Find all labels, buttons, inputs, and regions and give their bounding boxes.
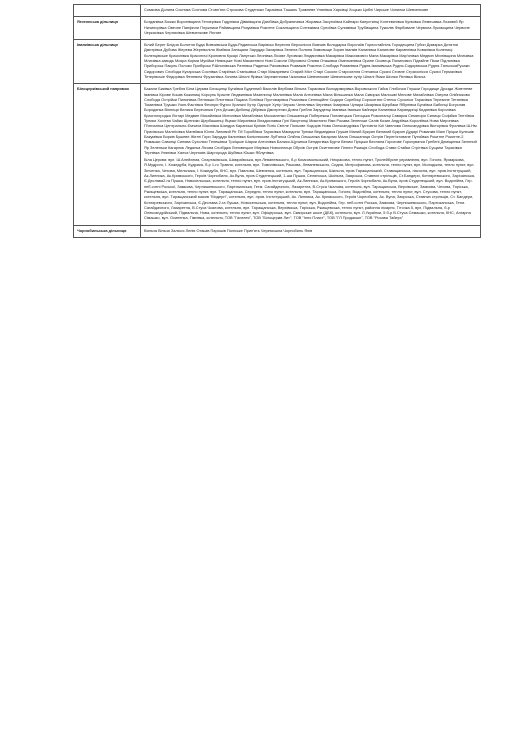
settlements-list <box>141 84 481 225</box>
table-row <box>74 5 481 17</box>
settlements-list <box>141 225 481 237</box>
settlements-text: Білий Берег Блідча Болотня Буда Вовчківська Буда-Радинська Варівськ Вересня Верхолісся Вовчків Володарка Воропаїв Горностайпіль Городещина Губин Димарка Дитятки Дмитрівка Дубова Жерева Жереволіля Жміївка Запіщани Заруддя Захарівка Зелена Поляна Зимовище Зорин Іванків Калинівка Калинове Кармелівка Ковалівка Колениці Коленцівське Красилівка Красятичі Кропивня Кукарі Лапутьки Леонівка Лісове Луговики Людвинівка Макарівка Максимович Мала Макарівка Мар'янівка Медвин Міхлівщина Млачівка Млачівка заводь Мокра Корма Мусійки Невицьке Нові Макалевичі Нові Соколи Обуховичі Олива Оташівка Омельянівка Оране Осовець Пилипович Підгайне Піски Підлипівка Приборськ Пакуль Полоки Прибірськ Р.Шпилівська Ратнівка Радинка Раховківка Розважів Рокитна Слобода Романівка Рудня-Іванківська Рудня-Сидорівська Рудня-ТальськаРусаки Сидорович Слобода Кухарська Соснівка Старіївка Станішівка Старі Макаревичі Старий Міст Старі Соколи Староселля Стечанка Сукачі Стовпе Страхолісся Сукачі Термахівка Тетерівське Федорівка Феневичі Фрузинівка Хочева Шпилі Ярівка Череменнова Чкаловка Шевченкове Шевченкове хутір Шпилі Ямки Шилки Яхнівка Вільча <box>144 42 474 79</box>
addresses-text: Біла Церква: вул. Ш.Алейхема, Спартаківська, Шамраївська, вул.Леваневського, б-р Комсомольський, Некрасова, тепло пункт, Тролейбусне управління, вул. Гоголя, Ярмаркова, Я.Мудрого, І. Кожедуба, Кудрика, б-р 1-го Травня, котельня, вул. Томилівська, Раскова, Леваневського, Сидна, Митрофанова, котельня, тепло пункт, вул. Молодіжна, тепло пункт, вул. Зінченка, Чехова, Мельника, І. Кожедуба, КНС, вул. Павлова, Шевченка, котельня, вул. Таращанська, Шкільна, пров.Таращанський, Ставищанська, насосна, вул. пров.Інституцький, Ак.Линника, Ак.Кримського, Героїв Чорнобиля, Ак.Вула, пров.Студенецький, 1-ша Пушка, Селянська, Шкільна, Заярська, Ставних стрільців, Ст.Бандери, Котляревського, Зарічанська, Є.Дєслава2-га Пушка, Новосельська, котельня, тепло пункт, вул. пров.Інституцький, Ак.Линника, Ак.Кримського, Героїв Чорнобиля, Ак.Вула, пров.Студенецький, вул. Водопійна, Гер. неб.сотні Роської, Замкова, Чернишевського, Партизанська, Гетм. Сагайдачного, Лазаретна, В.Стуса Чкалова, котельня, вул. Таращанська, Верхівське, Замкова, Чехова, Тяріська, Ржищевська, котельня, тепло пункт, вул. Таращанська, Середня, тепло пункт, котельня, вул. Таращанська, Гоголя, Водопійна, котельня, тепло пункт, вул. Стусова, тепло пункт, котельня, вул. Таращанський масив "Модерн", котельня, вул. пров. Інституцький, Ак. Линника, Ак. Кримського, Героїв Чорнобиля, Ак. Вула, Заярська, Ставних стрільців, Ст. Бандери, Котляревського, Зарічанська, Є.Деслава 2-га Пушка, Новосельська, котельня, тепло пункт, вул. Водопійна, Гер. неб.сотні Роська, Замкова, Чернишевського, Партизанська, Гетм. Сагайдачного, Лазаретна, В.Стуса Чкалова, котельня, вул. Таращанська, Верхівська, Тяріська, Ржищевська, тепло пункт, районна лікарня, Тіточка 5, вул. Підвальна, б-р Олександрійський, Підвальна, Нова, котельня, тепло пункт, вул. Офіцерська, вул. Сквирське шосе (ДБК), котельня, вул. Л.Українки, 5 б-р В.Стуса Семашко, котельня, КНС, Ангарна Сімашко, вул. Осипенка, Гімнівка, котельня, ТОВ "Галатея", ТОВ "Білоцерків Лит", ТОВ "Інно Пласт", ТОВ "ГЛ Продакшн", ТОВ "Росава Тайерс" <box>144 157 476 221</box>
table-row <box>74 84 481 225</box>
district-name: Чорнобильська дільниця <box>74 225 141 237</box>
table-row <box>74 17 481 40</box>
settlements-list <box>141 40 481 84</box>
settlements-text: Бакали Биківка Гребля Біла Церква Блощинці Бугаївка Буденний Василів Вербова Вільна Тарасівка Володимирівка Воровського Гайок Глибочка Глушки Городище Дрозди Жовтневе Іванівка Кірове Кошів Кожиниці Корсунь Красне Людвинівка Мазепинці Малинівка Мала Антонівка Мала Вільшанка Мала Сквирка Малошві Мелове Михайлівка Озерна Олійниково Слобода Острійки Пилипівка Пенязьки Плиттівка Піщана Потіївка Пустоварівка Розалівка Селекційне Сидори Скребиці Сорокотяги Степок Сухоліси Тарасівка Терезине Тетянівка Томилівка Трушки Узин-Фастівка Фесюри Фурси Храпачі Хутір Одноріг Хутір Черкас Чепелівка Чернівка Чмирівка Чупира Шкарівка Щербаки Ябlунівка Бугаївка Бабинці Богуслав Бородянка Вінниця Велика Березянка Гута Дешки Дибинці Дібрівка Дмитренки Довга Гребля Заруденці Іванівка Іваньки Кайнари Калинівка Карандинці Киданівка Королівка Красногородка Ліхтарі Медвин Мисайлівка Митилівка Михайлівка Москаленки Ольшаниця Побережка Поповецька Потоцька Розкопанці Саварка Семигори Синиця Софійка Тептіївка Туники Хохітва Чайки Щитники Щербашинці Яцюки Миронівка Владиславка Гулі Вахутинці Микитини Ями Росава Зеленьки Салів Козин Андріївка Короліївка Нова Миронівка П'ятихатка Центрально-Ємчиха Маслівка Шандра Карапиші Куліків Потік Світле Польове Ходорів Нова Олександрівка Пустовіти Киї Чмелова Олександрівка Вікторівка Фролівка Ш.Нм Присівсько Малиїхівка Матвіївка Юхни Липовий Ріг Пії Горобіївка Тарасівка Македони Туники Ведмедівка Грушів Малий Букрин Великий Букрин Дударі Романків Малі Пріцки Кулешів Бакумівка Бирків Бушеве Житні Гори Заруддя Калинівка Коліснюкове Луб'янка Олійна Ольшанка Кагарлик Мала Ольшаниця Острів Переп'ятоване Путяйвка Рокитне Рокитне-2 Ромашки Савинці Синява Сухоліси Телешівка Троїцьке Шарки Антонівка Балико-Щучинка Бендюгівка Бурти Великі Пріцьки Весняна Горохове Горохуватка Гребені Деміщенка Зелений Яр Зеленьки Кагарлик Ледянка Лісова Слобідка Липовецьке Мирівка Новоселиця Обухів Острів Оситнягове Плюти Ржищів Слобода Стави Стайки Стрітівка Сущани Тарасівка Тернівка Улянівки Халча Черняхів Шаргорода Шубівка Юшки Яблунівка <box>144 86 477 155</box>
district-name <box>74 5 141 17</box>
district-name: Білоцерківський напрямок <box>74 84 141 225</box>
settlements-text: Богданівка Божки Воронівщина Гензерівка Годунівка Дівіківщина Дзюбівка Добраничівка Жоравка Засупоївка Кайнари Капустинці Коптевичівка Куліківка Лемешівка Лозовий Яр Ничипорівка Овечне Панфили Плужники Райківщина Розумівка Рокитне Сокальщина Сотниківка Супоївка Сулимівка Трубівщина Тужилів Фарбоване Червона Лукомщина Червоне Черкасівка Черняхівка Шевченкове Яготин <box>144 19 470 35</box>
settlements-text: Сомкова Долина Сосняка Соснова Стовп'яги Строкова Студеники Тарасівка Ташань Травневе Улянівка Харківці Хоцьки Циблі Чирське Чопилки Шевченкове <box>144 7 429 12</box>
table-row <box>74 40 481 84</box>
settlements-list <box>141 5 481 17</box>
table-row <box>74 225 481 237</box>
district-name: Іванківська дільниця <box>74 40 141 84</box>
settlements-text: Вильча Вільча Залісся Лелів Оташів Паришів Поліське Прип'ять Черемошна Чорнобиль Янів <box>144 227 313 233</box>
settlements-list <box>141 17 481 40</box>
district-name: Яготинська дільниця <box>74 17 141 40</box>
districts-table <box>73 4 481 238</box>
